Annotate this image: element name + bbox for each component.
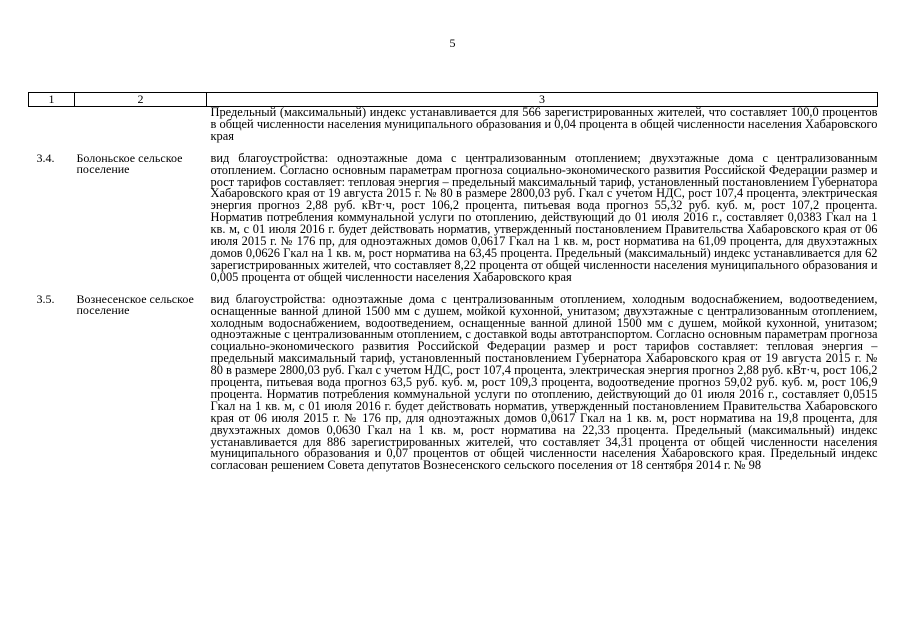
row-number: 3.5. [36, 291, 55, 306]
table-row [29, 294, 878, 473]
table-row [29, 153, 878, 284]
page-number: 5 [449, 36, 456, 50]
row-description: вид благоустройства: одноэтажные дома с централизованным отоплением; двухэтажные дома с централизованным отоплением. Согласно основным параметрам прогноза социально-экономического развития Российской Федерации размер и рост тарифов составляет: тепловая энергия – предельный максимальный тариф, установленный постановлением Губернатора Хабаровского края от 19 августа 2015 г. № 80 в размере 2800,03 руб. Гкал с учетом НДС, рост 107,4 процента, электрическая энергия прогноз 2,88 руб. кВт·ч, рост 106,2 процента, питьевая вода прогноз 55,32 руб. куб. м, рост 107,2 процента. Норматив потребления коммунальной услуги по отоплению, действующий до 01 июля 2016 г., составляет 0,0383 Гкал на 1 кв. м, с 01 июля 2016 г. будет действовать норматив, утвержденный постановлением Правительства Хабаровского края от 06 июля 2015 г. № 176 пр, для одноэтажных домов 0,0617 Гкал на 1 кв. м, рост норматива на 61,09 процента, для двухэтажных домов 0,0626 Гкал на 1 кв. м, рост норматива на 63,45 процента. Предельный (максимальный) индекс устанавливается для 62 зарегистрированных жителей, что составляет 8,22 процента от общей численности населения муниципального образования и 0,005 процента от общей численности населения Хабаровского края [210, 150, 878, 284]
row-number: 3.4. [36, 150, 55, 165]
continuation-text: Предельный (максимальный) индекс устанавливается для 566 зарегистрированных жителей, что составляет 100,0 процентов в общей численности населения муниципального образования и 0,04 процента в общей численности населения Хабаровского края [210, 105, 878, 143]
settlement-name: Болоньское сельское поселение [76, 150, 183, 176]
row-description: вид благоустройства: одноэтажные дома с централизованным отоплением, холодным водоснабжением, водоотведением, оснащенные ванной длиной 1500 мм с душем, мойкой кухонной, унитазом; двухэтажные с централизованным отоплением, холодным водоснабжением, водоотведением, оснащенные ванной длиной 1500 мм с душем, мойкой кухонной, унитазом; одноэтажные с централизованным отоплением, с доставкой воды автотранспортом. Согласно основным параметрам прогноза социально-экономического развития Российской Федерации размер и рост тарифов составляет: тепловая энергия – предельный максимальный тариф, установленный постановлением Губернатора Хабаровского края от 19 августа 2015 г. № 80 в размере 2800,03 руб. Гкал с учетом НДС, рост 107,4 процента, электрическая энергия прогноз 2,88 руб. кВт·ч, рост 106,2 процента, питьевая вода прогноз 63,5 руб. куб. м, рост 109,3 процента, водоотведение прогноз 59,02 руб. куб. м, рост 106,9 процента. Норматив потребления коммунальной услуги по отоплению, действующий до 01 июля 2016 г., составляет 0,0515 Гкал на 1 кв. м, с 01 июля 2016 г. будет действовать норматив, утвержденный постановлением Правительства Хабаровского края от 06 июля 2015 г. № 176 пр, для одноэтажных домов 0,0617 Гкал на 1 кв. м, рост норматива на 19,8 процента, для двухэтажных домов 0,0630 Гкал на 1 кв. м, рост норматива на 22,33 процента. Предельный (максимальный) индекс устанавливается для 886 зарегистрированных жителей, что составляет 34,31 процента от общей численности населения муниципального образования и 0,07 процентов от общей численности населения Хабаровского края. Предельный индекс согласован решением Совета депутатов Вознесенского сельского поселения от 18 сентября 2014 г. № 98 [210, 291, 878, 473]
table-row-continuation [29, 107, 878, 143]
settlement-name: Вознесенское сельское поселение [76, 291, 194, 317]
column-header-number: 1 [29, 93, 75, 107]
column-header-description: 3 [207, 93, 878, 107]
column-header-settlement: 2 [75, 93, 207, 107]
tariff-table [28, 92, 878, 472]
